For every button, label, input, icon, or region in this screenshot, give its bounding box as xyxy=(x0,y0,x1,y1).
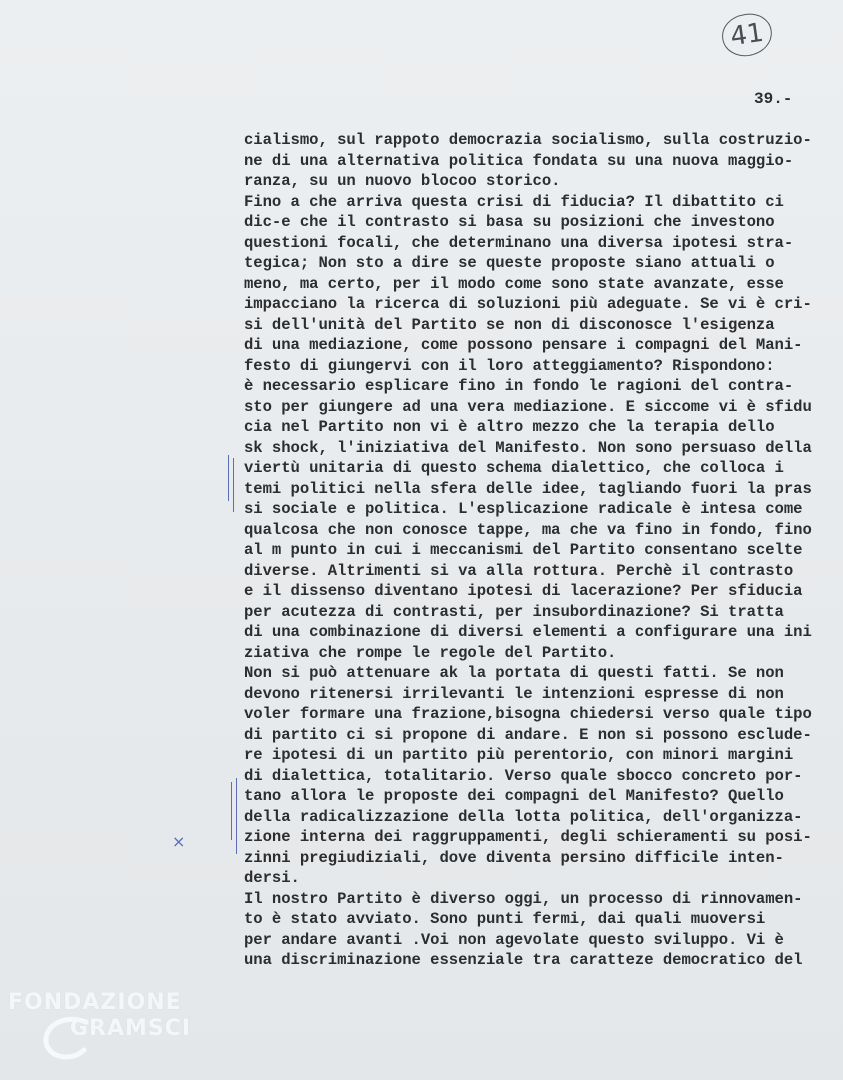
text-line: di una mediazione, come possono pensare i compagni del Mani- xyxy=(244,336,803,354)
text-line: qualcosa che non conosce tappe, ma che va fino in fondo, fino xyxy=(244,520,812,539)
text-line: al m punto in cui i meccanismi del Partito consentano scelte xyxy=(244,541,803,559)
text-line: diverse. Altrimenti si va alla rottura. Perchè il contrasto xyxy=(244,561,794,580)
text-line: cia nel Partito non vi è altro mezzo che la terapia dello xyxy=(244,418,775,436)
text-line: Fino a che arriva questa crisi di fiducia? Il dibattito ci xyxy=(244,192,784,211)
margin-bracket-mark xyxy=(233,458,234,512)
typewritten-body xyxy=(244,130,840,971)
text-line: questioni focali, che determinano una diversa ipotesi stra- xyxy=(244,233,794,252)
text-line: zinni pregiudiziali, dove diventa persino difficile inten- xyxy=(244,848,784,867)
text-line: è necessario esplicare fino in fondo le ragioni del contra- xyxy=(244,377,794,395)
text-line: sk shock, l'iniziativa del Manifesto. Non sono persuaso della xyxy=(244,438,812,457)
text-line: devono ritenersi irrilevanti le intenzioni espresse di non xyxy=(244,684,784,703)
text-line: sto per giungere ad una vera mediazione. E siccome vi è sfidu xyxy=(244,397,812,416)
archive-number-stamp xyxy=(719,11,774,60)
watermark-line-2: GRAMSCI xyxy=(70,1016,192,1041)
margin-bracket-mark xyxy=(228,455,229,501)
text-line: ranza, su un nuovo blocoo storico. xyxy=(244,172,561,190)
text-line: ziativa che rompe le regole del Partito. xyxy=(244,643,617,662)
text-line: ne di una alternativa politica fondata su una nuova maggio- xyxy=(244,151,794,170)
text-line: di dialettica, totalitario. Verso quale sbocco concreto por- xyxy=(244,766,803,785)
text-line: Non si può attenuare ak la portata di questi fatti. Se non xyxy=(244,664,784,682)
text-line: della radicalizzazione della lotta politica, dell'organizza- xyxy=(244,807,803,826)
text-line: per acutezza di contrasti, per insubordinazione? Si tratta xyxy=(244,602,784,621)
text-line: e il dissenso diventano ipotesi di lacerazione? Per sfiducia xyxy=(244,582,803,600)
text-line: tegica; Non sto a dire se queste proposte siano attuali o xyxy=(244,254,775,272)
text-line: to è stato avviato. Sono punti fermi, dai quali muoversi xyxy=(244,910,766,928)
text-line: meno, ma certo, per il modo come sono state avanzate, esse xyxy=(244,274,784,293)
watermark-line-1: FONDAZIONE xyxy=(8,990,182,1015)
text-line: viertù unitaria di questo schema dialettico, che colloca i xyxy=(244,459,784,477)
text-line: temi politici nella sfera delle idee, tagliando fuori la pras xyxy=(244,479,812,498)
fondazione-gramsci-watermark xyxy=(8,990,208,1070)
text-line: di una combinazione di diversi elementi a configurare una ini xyxy=(244,623,812,641)
page-number: 39.- xyxy=(754,90,793,108)
text-line: impacciano la ricerca di soluzioni più adeguate. Se vi è cri- xyxy=(244,295,812,313)
text-line: re ipotesi di un partito più perentorio, con minori margini xyxy=(244,746,794,764)
archive-number: 41 xyxy=(728,17,766,53)
text-line: cialismo, sul rappoto democrazia socialismo, sulla costruzio- xyxy=(244,131,812,149)
text-line: voler formare una frazione,bisogna chiedersi verso quale tipo xyxy=(244,705,812,723)
text-line: di partito ci si propone di andare. E non si possono esclude- xyxy=(244,725,812,744)
text-line: si dell'unità del Partito se non di disconosce l'esigenza xyxy=(244,315,775,334)
text-line: per andare avanti .Voi non agevolate questo sviluppo. Vi è xyxy=(244,930,784,949)
text-line: tano allora le proposte dei compagni del Manifesto? Quello xyxy=(244,787,784,805)
text-line: una discriminazione essenziale tra caratteze democratico del xyxy=(244,951,803,969)
margin-bracket-mark xyxy=(236,778,237,854)
text-line: festo di giungervi con il loro atteggiamento? Rispondono: xyxy=(244,356,775,375)
text-line: dic-e che il contrasto si basa su posizioni che investono xyxy=(244,213,775,231)
text-line: zione interna dei raggruppamenti, degli schieramenti su posi- xyxy=(244,828,812,846)
text-line: dersi. xyxy=(244,869,300,887)
margin-bracket-mark xyxy=(231,782,232,840)
text-line: Il nostro Partito è diverso oggi, un processo di rinnovamen- xyxy=(244,889,803,908)
text-line: si sociale e politica. L'esplicazione radicale è intesa come xyxy=(244,500,803,518)
annotation-cross-mark: × xyxy=(172,832,186,851)
